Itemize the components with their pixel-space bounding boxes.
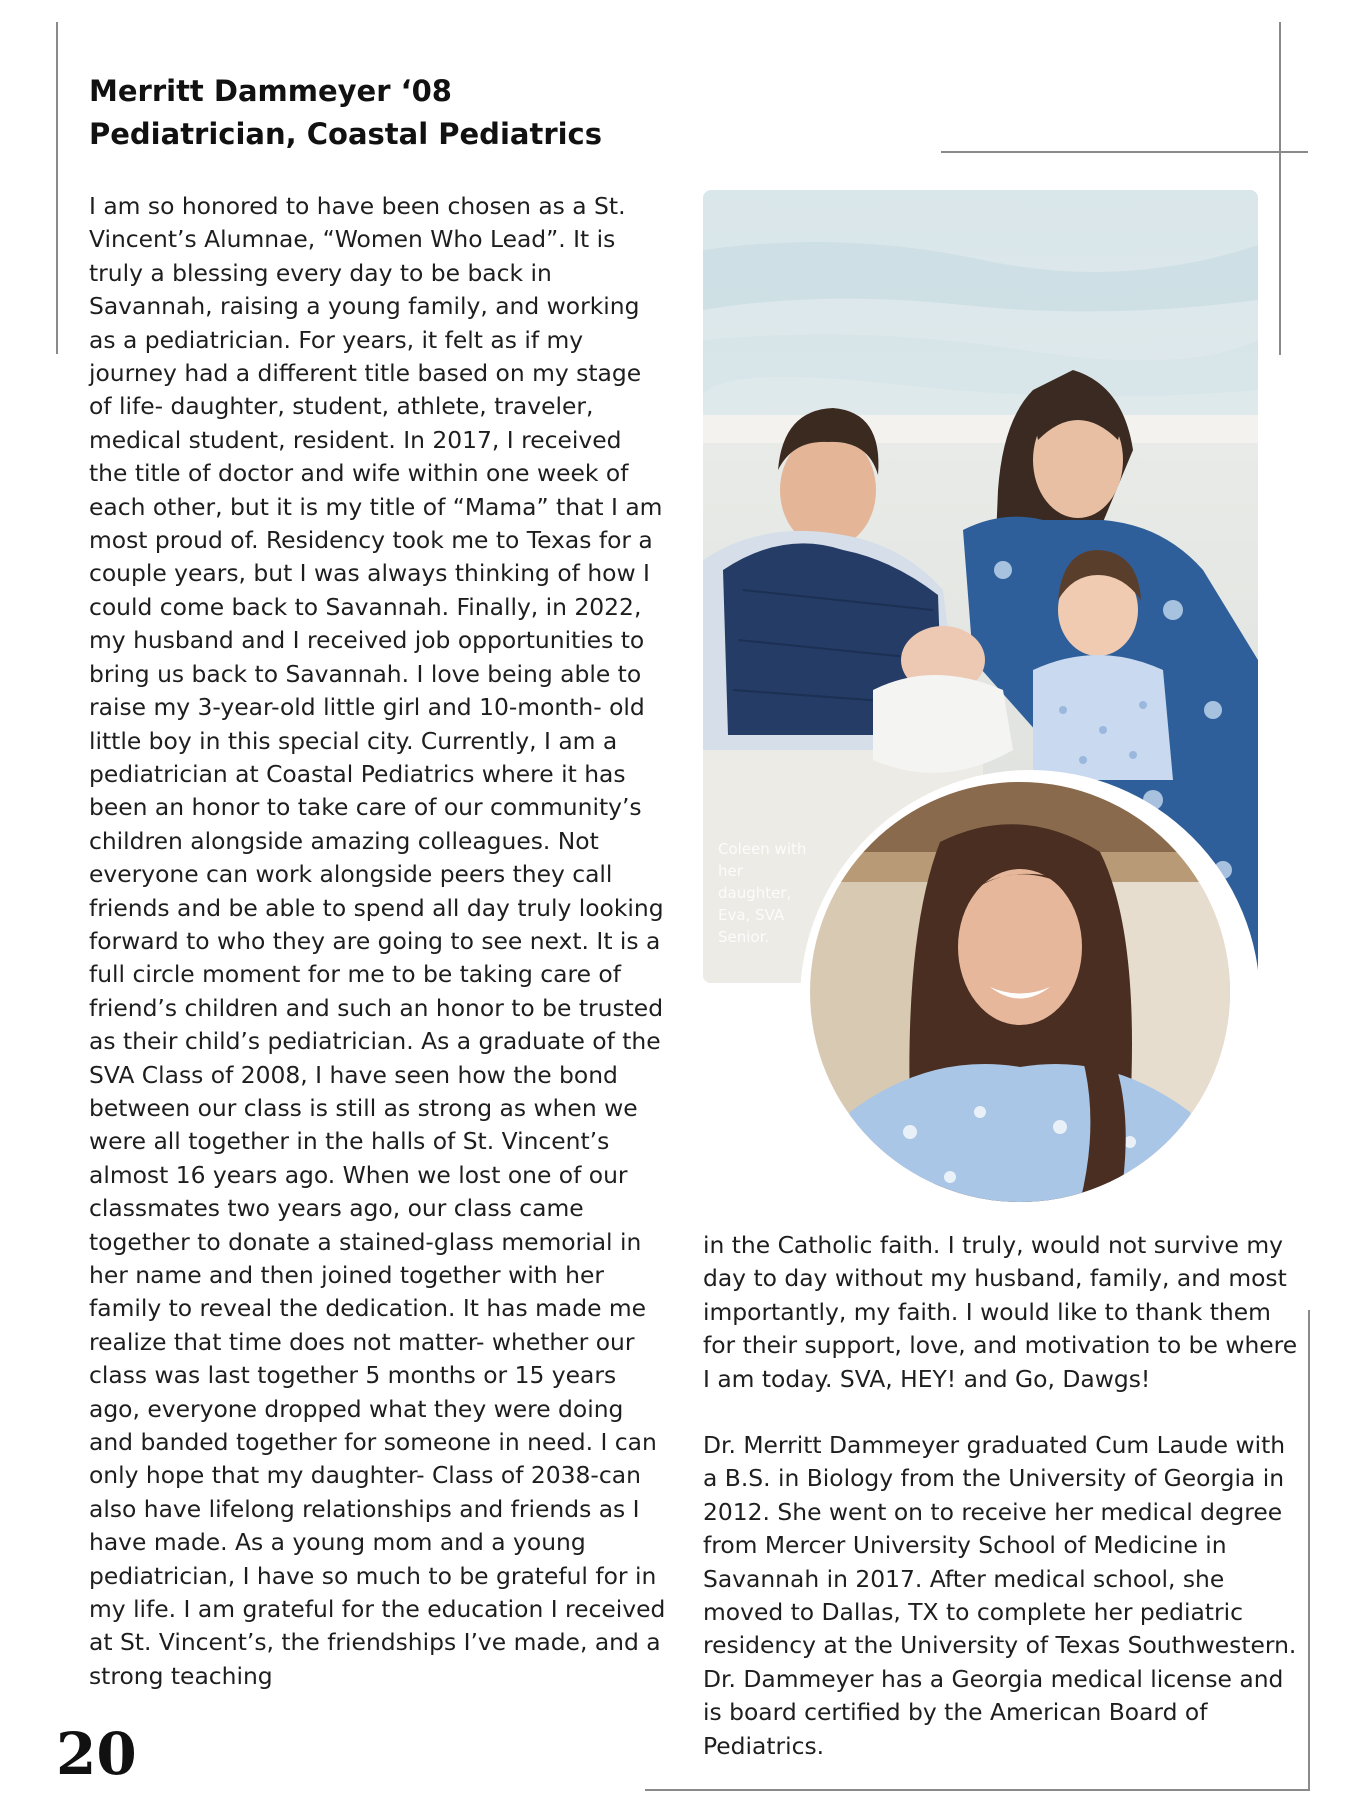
closing-paragraph: in the Catholic faith. I truly, would not survive my day to day without my husband, family, and most importantly, my faith. I would like to thank them for their support, love, and motivation to be where I am today. SVA, HEY! and Go, Dawgs! (703, 1231, 1298, 1393)
left-vertical-rule (56, 22, 58, 354)
bottom-horizontal-rule (645, 1789, 1310, 1791)
top-right-vertical-rule (1279, 22, 1281, 355)
top-right-horizontal-rule (941, 151, 1308, 153)
bio-paragraph: Dr. Merritt Dammeyer graduated Cum Laude with a B.S. in Biology from the University of Georgia in 2012. She went on to receive her medical degree from Mercer University School of Medicine in Savannah in 2017. After medical school, she moved to Dallas, TX to complete her pediatric residency at the University of Texas Southwestern. Dr. Dammeyer has a Georgia medical license and is board certified by the American Board of Pediatrics. (703, 1431, 1297, 1760)
alumna-name: Merritt Dammeyer ‘08 (89, 74, 452, 108)
portrait-photo (810, 782, 1230, 1202)
article-title (89, 70, 709, 156)
bottom-right-vertical-rule (1308, 1310, 1310, 1790)
body-text-right (703, 1229, 1303, 1763)
alumna-role: Pediatrician, Coastal Pediatrics (89, 117, 603, 151)
photo-caption: Coleen with her daughter, Eva, SVA Senior. (718, 840, 807, 946)
page-number: 20 (56, 1720, 137, 1788)
body-text-left: I am so honored to have been chosen as a St. Vincent’s Alumnae, “Women Who Lead”. It is truly a blessing every day to be back in Savannah, raising a young family, and working as a pediatrician. For years, it felt as if my journey had a different title based on my stage of life- daughter, student, athlete, traveler, medical student, resident. In 2017, I received the title of doctor and wife within one week of each other, but it is my title of “Mama” that I am most proud of. Residency took me to Texas for a couple years, but I was always thinking of how I could come back to Savannah. Finally, in 2022, my husband and I received job opportunities to bring us back to Savannah. I love being able to raise my 3-year-old little girl and 10-month- old little boy in this special city. Currently, I am a pediatrician at Coastal Pediatrics where it has been an honor to take care of our community’s children alongside amazing colleagues. Not everyone can work alongside peers they call friends and be able to spend all day truly looking forward to who they are going to see next. It is a full circle moment for me to be taking care of friend’s children and such an honor to be trusted as their child’s pediatrician. As a graduate of the SVA Class of 2008, I have seen how the bond between our class is still as strong as when we were all together in the halls of St. Vincent’s almost 16 years ago. When we lost one of our classmates two years ago, our class came together to donate a stained-glass memorial in her name and then joined together with her family to reveal the dedication. It has made me realize that time does not matter- whether our class was last together 5 months or 15 years ago, everyone dropped what they were doing and banded together for someone in need. I can only hope that my daughter- Class of 2038-can also have lifelong relationships and friends as I have made. As a young mom and a young pediatrician, I have so much to be grateful for in my life. I am grateful for the education I received at St. Vincent’s, the friendships I’ve made, and a strong teaching (89, 192, 666, 1690)
